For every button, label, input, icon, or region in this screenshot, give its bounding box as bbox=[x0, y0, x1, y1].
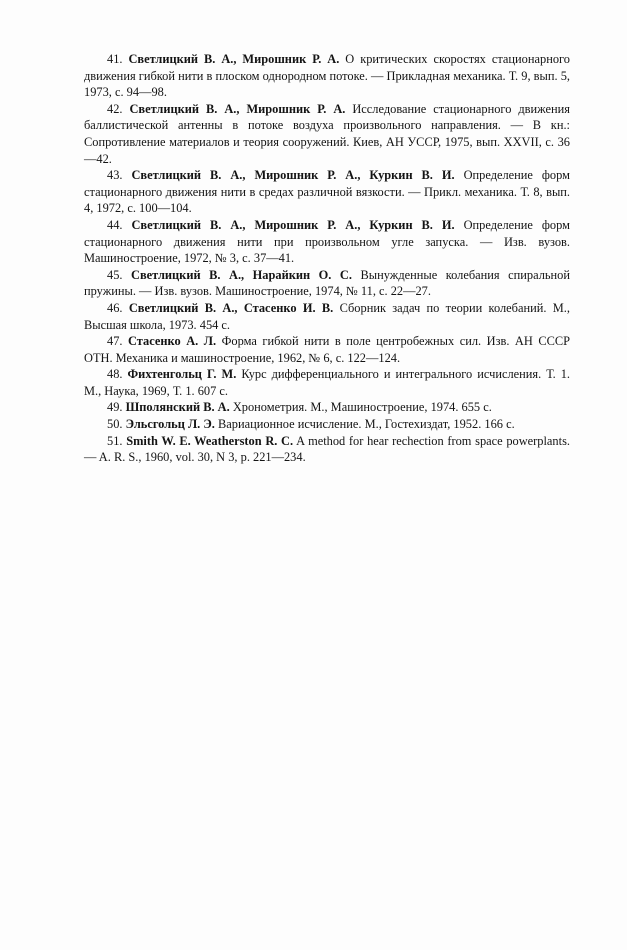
reference-item-42 bbox=[84, 101, 570, 167]
reference-text: Форма гибкой нити в поле центробежных сил. Изв. АН СССР ОТН. Механика и машиностроение, 1962, № 6, с. 122—124. bbox=[84, 334, 571, 365]
reference-number: 44. bbox=[107, 217, 123, 232]
reference-item-49 bbox=[84, 399, 570, 416]
reference-number: 49. bbox=[107, 400, 123, 415]
reference-authors: Светлицкий В. А., Нарайкин О. С. bbox=[131, 267, 352, 282]
reference-number: 46. bbox=[107, 300, 123, 315]
reference-item-41 bbox=[84, 51, 570, 101]
reference-text: Исследование стационарного движения баллистической антенны в потоке воздуха произвольного направления. — В кн.: Сопротивление материалов и теория сооружений. Киев, АН УССР, 1975, вып. XXVII, с. 36—42. bbox=[84, 101, 570, 166]
reference-authors: Светлицкий В. А., Мирошник Р. А., Куркин В. И. bbox=[131, 217, 455, 232]
reference-authors: Фихтенгольц Г. М. bbox=[127, 367, 237, 382]
reference-text: Определение форм стационарного движения нити при произвольном угле запуска. — Изв. вузов. Машиностроение, 1972, № 3, с. 37—41. bbox=[84, 217, 570, 266]
reference-authors: Светлицкий В. А., Мирошник Р. А. bbox=[129, 101, 346, 116]
reference-number: 43. bbox=[107, 168, 123, 183]
reference-authors: Светлицкий В. А., Мирошник Р. А., Куркин В. И. bbox=[131, 168, 455, 183]
reference-authors: Стасенко А. Л. bbox=[128, 334, 217, 349]
reference-number: 47. bbox=[107, 334, 123, 349]
reference-item-50 bbox=[84, 416, 570, 433]
reference-text: Сборник задач по теории колебаний. М., Высшая школа, 1973. 454 с. bbox=[84, 300, 570, 332]
reference-text: Определение форм стационарного движения нити в средах различной вязкости. — Прикл. механика. Т. 8, вып. 4, 1972, с. 100—104. bbox=[84, 168, 570, 216]
reference-item-43 bbox=[84, 167, 570, 217]
reference-text: О критических скоростях стационарного движения гибкой нити в плоском однородном потоке. — Прикладная механика. Т. 9, вып. 5, 1973, с. 94—98. bbox=[84, 52, 570, 100]
reference-item-45 bbox=[84, 267, 570, 300]
reference-item-51 bbox=[84, 433, 570, 466]
reference-number: 41. bbox=[107, 52, 123, 66]
reference-text: A method for hear rechection from space powerplants. — A. R. S., 1960, vol. 30, N 3, p. 221—234. bbox=[84, 433, 570, 465]
reference-number: 50. bbox=[107, 417, 123, 432]
reference-item-47 bbox=[84, 333, 570, 366]
reference-number: 42. bbox=[107, 101, 123, 116]
reference-item-44 bbox=[84, 217, 570, 267]
reference-authors: Эльсгольц Л. Э. bbox=[125, 417, 215, 432]
reference-number: 48. bbox=[107, 367, 123, 382]
reference-item-48 bbox=[84, 366, 570, 399]
reference-authors: Светлицкий В. А., Стасенко И. В. bbox=[128, 300, 334, 315]
reference-authors: Smith W. E. Weatherston R. C. bbox=[126, 433, 294, 448]
reference-number: 45. bbox=[107, 267, 123, 282]
reference-item-46 bbox=[84, 300, 570, 333]
reference-text: Вынужденные колебания спиральной пружины. — Изв. вузов. Машиностроение, 1974, № 11, с. 22—27. bbox=[84, 267, 570, 299]
reference-authors: Светлицкий В. А., Мирошник Р. А. bbox=[128, 52, 340, 66]
reference-authors: Шполянский В. А. bbox=[125, 400, 230, 415]
reference-list bbox=[84, 51, 570, 466]
reference-number: 51. bbox=[107, 433, 123, 448]
reference-text: Хронометрия. М., Машиностроение, 1974. 655 с. bbox=[232, 400, 492, 415]
reference-text: Курс дифференциального и интегрального исчисления. Т. 1. М., Наука, 1969, Т. 1. 607 с. bbox=[84, 367, 570, 398]
reference-text: Вариационное исчисление. М., Гостехиздат, 1952. 166 с. bbox=[217, 417, 515, 432]
